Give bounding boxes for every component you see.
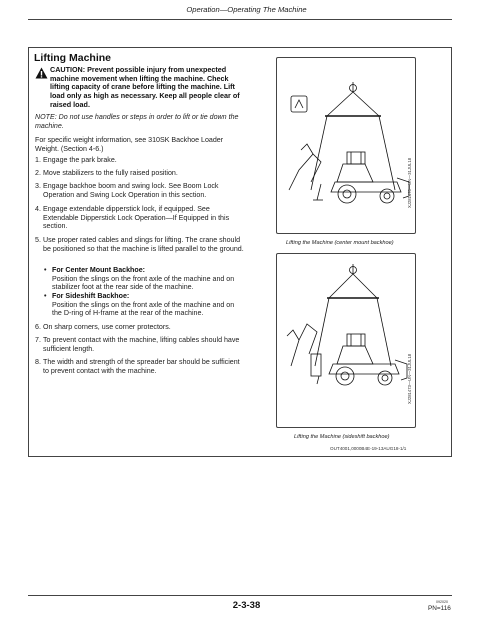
running-header: Operation—Operating The Machine: [186, 5, 307, 14]
caution-text: CAUTION: Prevent possible injury from unexpected machine movement when lifting the machine. Check lifting capacity of crane before lifting the machine. Lift load only as high as necessary. Keep all people clear of raised load.: [50, 65, 240, 109]
bullet-body: Position the slings on the front axle of the machine and on stabilizer foot at the rear side of the machine.: [52, 274, 235, 292]
step-number: 7.: [35, 336, 41, 344]
note-text: NOTE: Do not use handles or steps in order to lift or tie down the machine.: [35, 113, 239, 130]
step-text: On sharp corners, use corner protectors.: [43, 323, 171, 331]
step-number: 4.: [35, 205, 41, 213]
step-text: To prevent contact with the machine, lifting cables should have sufficient length.: [43, 336, 240, 353]
bullet-heading: For Center Mount Backhoe:: [52, 266, 146, 274]
page-number: 2-3-38: [232, 600, 261, 611]
step-text: Engage the park brake.: [43, 156, 117, 164]
bullet-body: Position the slings on the front axle of the machine and on the D-ring of H-frame at the rear of the machine.: [52, 300, 235, 318]
footer-rule: [28, 595, 452, 596]
step-number: 3.: [35, 182, 41, 190]
step-text: Move stabilizers to the fully raised position.: [43, 169, 178, 177]
step-number: 2.: [35, 169, 41, 177]
step-number: 5.: [35, 236, 41, 244]
backhoe-lift-illustration: [277, 58, 417, 235]
backhoe-lift-illustration: [277, 254, 417, 429]
bullet-dot: •: [44, 266, 47, 274]
step-text: Engage extendable dipperstick lock, if equipped. See Extendable Dipperstick Lock Operation—If Equipped in this section.: [43, 205, 230, 231]
intro-paragraph: For specific weight information, see 310SK Backhoe Loader Weight. (Section 4-6.): [35, 136, 224, 153]
figure-center-mount: [276, 57, 416, 234]
section-title: Lifting Machine: [34, 52, 111, 64]
pn-label: PN=116: [428, 605, 451, 612]
step-number: 6.: [35, 323, 41, 331]
figure-code: XJ281473—UN—31JUL18: [407, 353, 412, 404]
figure-sideshift: [276, 253, 416, 428]
warning-triangle-icon: [35, 67, 48, 79]
footer-small-code: 092020: [436, 600, 448, 604]
step-text: Use proper rated cables and slings for lifting. The crane should be positioned so that the machine is lifted parallel to the ground.: [43, 236, 244, 253]
figure-code: XJ281476—UN—31JUL18: [407, 157, 412, 208]
reference-code: OUT4001,0000B4E-19-13AUG18-1/1: [330, 446, 407, 451]
step-text: Engage backhoe boom and swing lock. See Boom Lock Operation and Swing Lock Operation in this section.: [43, 182, 219, 199]
step-number: 1.: [35, 156, 41, 164]
step-number: 8.: [35, 358, 41, 366]
figure-caption: Lifting the Machine (sideshift backhoe): [294, 434, 390, 440]
header-rule: [28, 19, 452, 20]
bullet-heading: For Sideshift Backhoe:: [52, 292, 130, 300]
bullet-dot: •: [44, 292, 47, 300]
step-text: The width and strength of the spreader bar should be sufficient to prevent contact with the machine.: [43, 358, 240, 375]
figure-caption: Lifting the Machine (center mount backhoe): [286, 240, 394, 246]
